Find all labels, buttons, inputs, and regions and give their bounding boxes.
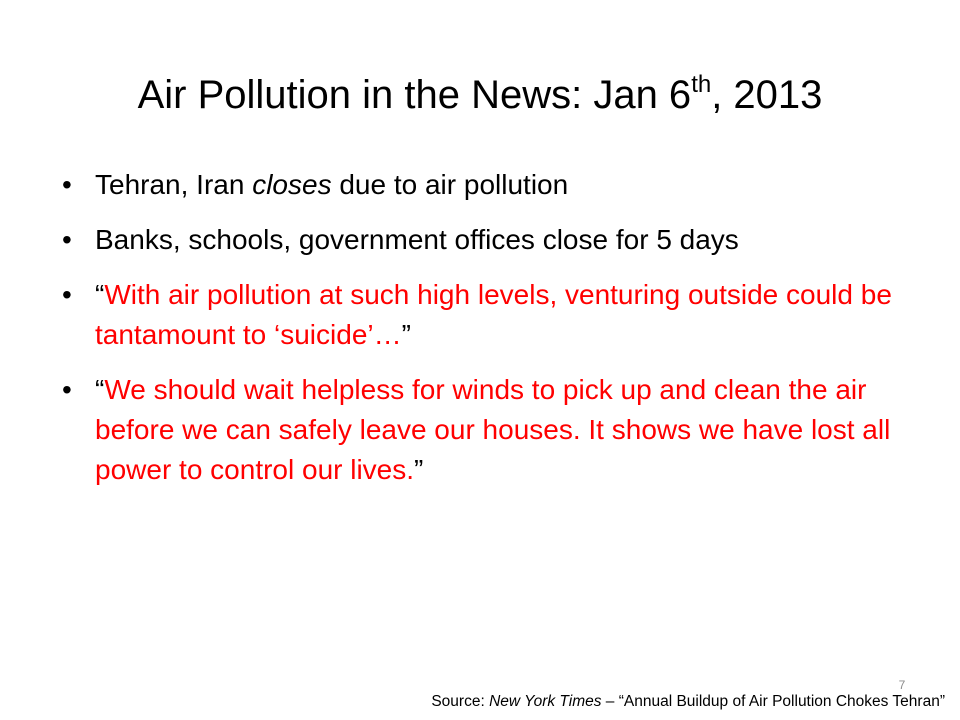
bullet-emphasis: closes bbox=[252, 169, 332, 200]
title-superscript: th bbox=[691, 70, 712, 98]
open-quote: “ bbox=[95, 374, 105, 405]
source-headline: “Annual Buildup of Air Pollution Chokes Tehran” bbox=[618, 693, 945, 710]
bullet-item-helpless-quote bbox=[62, 370, 912, 490]
bullet-dot-icon: • bbox=[62, 279, 72, 310]
bullet-item-suicide-quote bbox=[62, 275, 912, 355]
bullet-item-closures bbox=[62, 220, 912, 260]
bullet-dot-icon: • bbox=[62, 169, 72, 200]
bullet-text: Banks, schools, government offices close for 5 days bbox=[95, 224, 739, 255]
source-label: Source: bbox=[431, 693, 490, 710]
quote-text: With air pollution at such high levels, venturing outside could be tantamount to ‘suicide’… bbox=[95, 279, 892, 350]
bullet-dot-icon: • bbox=[62, 374, 72, 405]
source-citation bbox=[431, 692, 945, 712]
page-number: 7 bbox=[898, 678, 906, 692]
open-quote: “ bbox=[95, 279, 105, 310]
quote-text: We should wait helpless for winds to pick up and clean the air before we can safely leave our houses. It shows we have lost all power to control our lives. bbox=[95, 374, 891, 485]
bullet-item-tehran-closes bbox=[62, 165, 912, 205]
title-main: Air Pollution in the News: Jan 6 bbox=[137, 73, 692, 117]
bullet-list bbox=[62, 165, 912, 505]
bullet-dot-icon: • bbox=[62, 224, 72, 255]
slide-title bbox=[0, 68, 960, 122]
source-separator: – bbox=[601, 693, 619, 710]
close-quote: ” bbox=[401, 319, 411, 350]
close-quote: ” bbox=[414, 454, 424, 485]
bullet-text-end: due to air pollution bbox=[331, 169, 569, 200]
bullet-text-start: Tehran, Iran bbox=[95, 169, 253, 200]
source-publication: New York Times bbox=[489, 693, 602, 710]
title-year: , 2013 bbox=[711, 73, 823, 117]
